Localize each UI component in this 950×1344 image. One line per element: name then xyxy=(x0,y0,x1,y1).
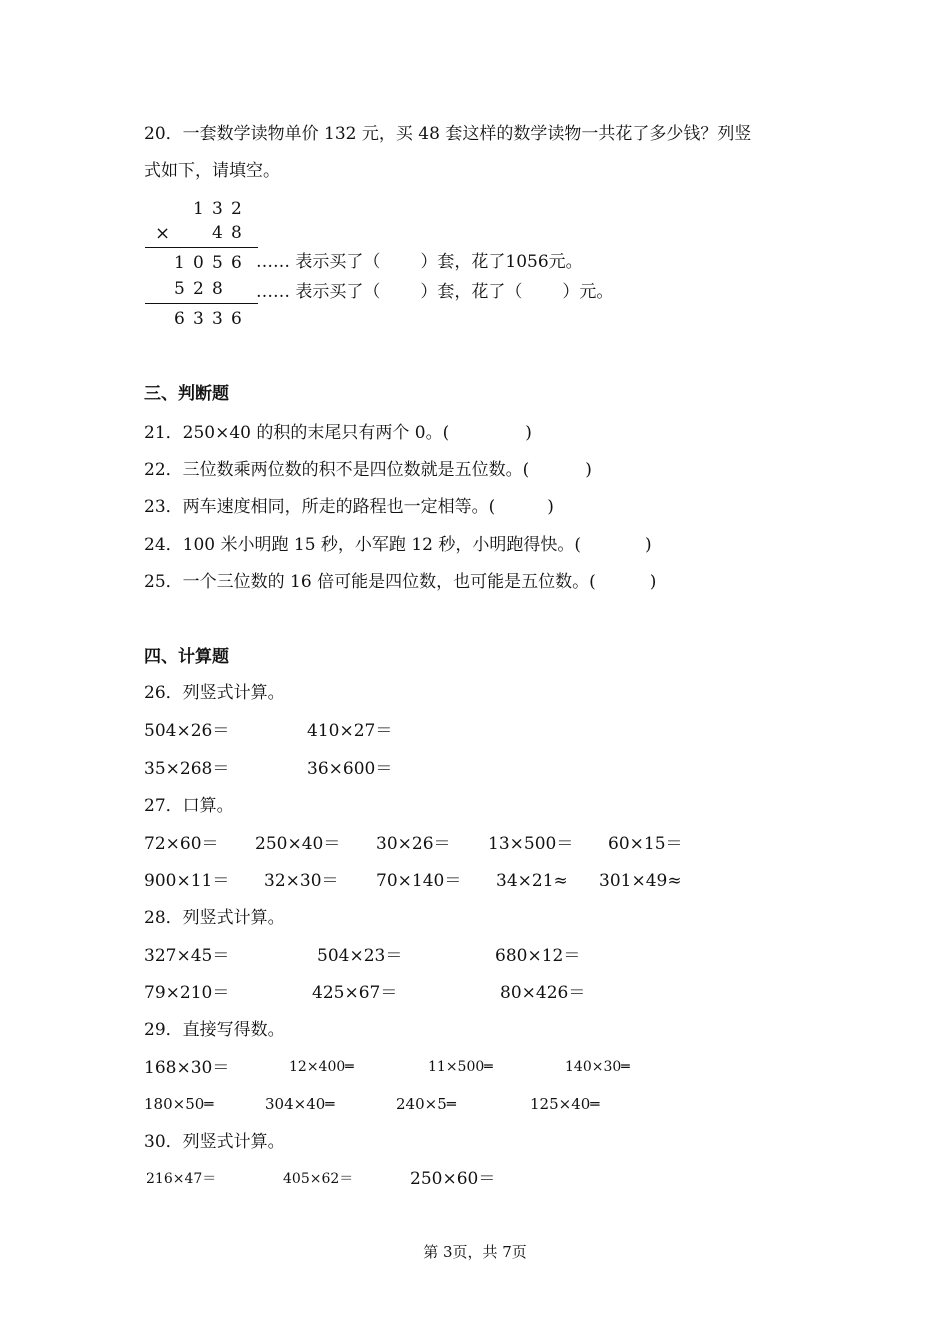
section-3-title: 三、判断题 xyxy=(144,384,229,404)
digit: 6 xyxy=(231,253,242,273)
digit: 8 xyxy=(212,279,223,299)
q29-expr: 11×500═ xyxy=(428,1059,493,1075)
item-text: 22．三位数乘两位数的积不是四位数就是五位数。( xyxy=(144,460,530,480)
q28-title: 28．列竖式计算。 xyxy=(144,908,285,928)
q28-expr: 327×45＝ xyxy=(144,946,230,966)
paren-close: ) xyxy=(525,423,532,443)
divider-line xyxy=(145,303,258,304)
q27-title: 27．口算。 xyxy=(144,796,234,816)
q28-expr: 79×210＝ xyxy=(144,983,230,1003)
q29-title: 29．直接写得数。 xyxy=(144,1020,285,1040)
q27-expr: 301×49≈ xyxy=(599,871,682,891)
page-footer: 第 3页，共 7页 xyxy=(423,1243,527,1261)
q20-note-2 xyxy=(256,284,613,301)
judgment-item-23 xyxy=(144,499,554,516)
digit: 1 xyxy=(174,253,185,273)
q27-expr: 70×140＝ xyxy=(376,871,462,891)
q29-expr: 140×30═ xyxy=(565,1059,630,1075)
q28-expr: 504×23＝ xyxy=(317,946,403,966)
paren-close: ) xyxy=(645,535,652,555)
digit: 2 xyxy=(231,199,242,219)
judgment-item-24 xyxy=(144,537,652,554)
q27-expr: 32×30＝ xyxy=(264,871,339,891)
digit: 3 xyxy=(212,309,223,329)
digit: 6 xyxy=(231,309,242,329)
judgment-item-22 xyxy=(144,462,592,479)
q29-expr: 12×400═ xyxy=(289,1059,354,1075)
digit: 8 xyxy=(231,223,242,243)
item-text: 21．250×40 的积的末尾只有两个 0。( xyxy=(144,423,450,443)
note-text: 表示买了（ xyxy=(295,282,381,302)
q30-expr: 405×62＝ xyxy=(283,1171,354,1187)
paren-close: ) xyxy=(585,460,592,480)
q30-expr: 250×60＝ xyxy=(410,1169,496,1189)
digit: 5 xyxy=(212,253,223,273)
q27-expr: 13×500＝ xyxy=(488,834,574,854)
q26-title: 26．列竖式计算。 xyxy=(144,683,285,703)
dots: …… xyxy=(256,282,290,302)
q29-expr: 125×40═ xyxy=(530,1095,600,1113)
dots: …… xyxy=(256,252,290,272)
digit: 0 xyxy=(193,253,204,273)
q20-line2: 式如下，请填空。 xyxy=(144,161,280,181)
digit: 3 xyxy=(212,199,223,219)
q29-expr: 168×30＝ xyxy=(144,1058,230,1078)
divider-line xyxy=(145,247,258,248)
q28-expr: 425×67＝ xyxy=(312,983,398,1003)
digit: 6 xyxy=(174,309,185,329)
q29-expr: 180×50═ xyxy=(144,1095,214,1113)
q27-expr: 250×40＝ xyxy=(255,834,341,854)
q26-expr: 504×26＝ xyxy=(144,721,230,741)
q28-expr: 80×426＝ xyxy=(500,983,586,1003)
digit: 4 xyxy=(212,223,223,243)
judgment-item-25 xyxy=(144,574,656,591)
q20-note-1 xyxy=(256,254,583,271)
q30-expr: 216×47＝ xyxy=(146,1171,217,1187)
section-4-title: 四、计算题 xyxy=(144,647,229,667)
q26-expr: 410×27＝ xyxy=(307,721,393,741)
paren-close: ) xyxy=(547,497,554,517)
item-text: 24．100 米小明跑 15 秒，小军跑 12 秒，小明跑得快。( xyxy=(144,535,581,555)
q28-expr: 680×12＝ xyxy=(495,946,581,966)
item-text: 23．两车速度相同，所走的路程也一定相等。( xyxy=(144,497,496,517)
q26-expr: 36×600＝ xyxy=(307,759,393,779)
judgment-item-21 xyxy=(144,425,532,442)
q27-expr: 34×21≈ xyxy=(496,871,568,891)
q27-expr: 72×60＝ xyxy=(144,834,219,854)
paren-close: ) xyxy=(649,572,657,592)
digit: 3 xyxy=(193,309,204,329)
q29-expr: 240×5═ xyxy=(396,1095,456,1113)
note-text: ）套，花了（ xyxy=(420,282,523,302)
item-text: 25．一个三位数的 16 倍可能是四位数，也可能是五位数。( xyxy=(144,572,596,592)
q27-expr: 60×15＝ xyxy=(608,834,683,854)
q29-expr: 304×40═ xyxy=(265,1095,335,1113)
q27-expr: 900×11＝ xyxy=(144,871,230,891)
digit: 5 xyxy=(174,279,185,299)
q26-expr: 35×268＝ xyxy=(144,759,230,779)
digit: 2 xyxy=(193,279,204,299)
q27-expr: 30×26＝ xyxy=(376,834,451,854)
note-text: ）元。 xyxy=(562,282,614,302)
digit: 1 xyxy=(193,199,204,219)
q30-title: 30．列竖式计算。 xyxy=(144,1132,285,1152)
note-text: 表示买了（ xyxy=(295,252,381,272)
times-sign: × xyxy=(155,223,171,244)
note-text: ）套，花了1056元。 xyxy=(420,252,583,272)
q20-line1: 20．一套数学读物单价 132 元，买 48 套这样的数学读物一共花了多少钱？列竖 xyxy=(144,124,752,144)
